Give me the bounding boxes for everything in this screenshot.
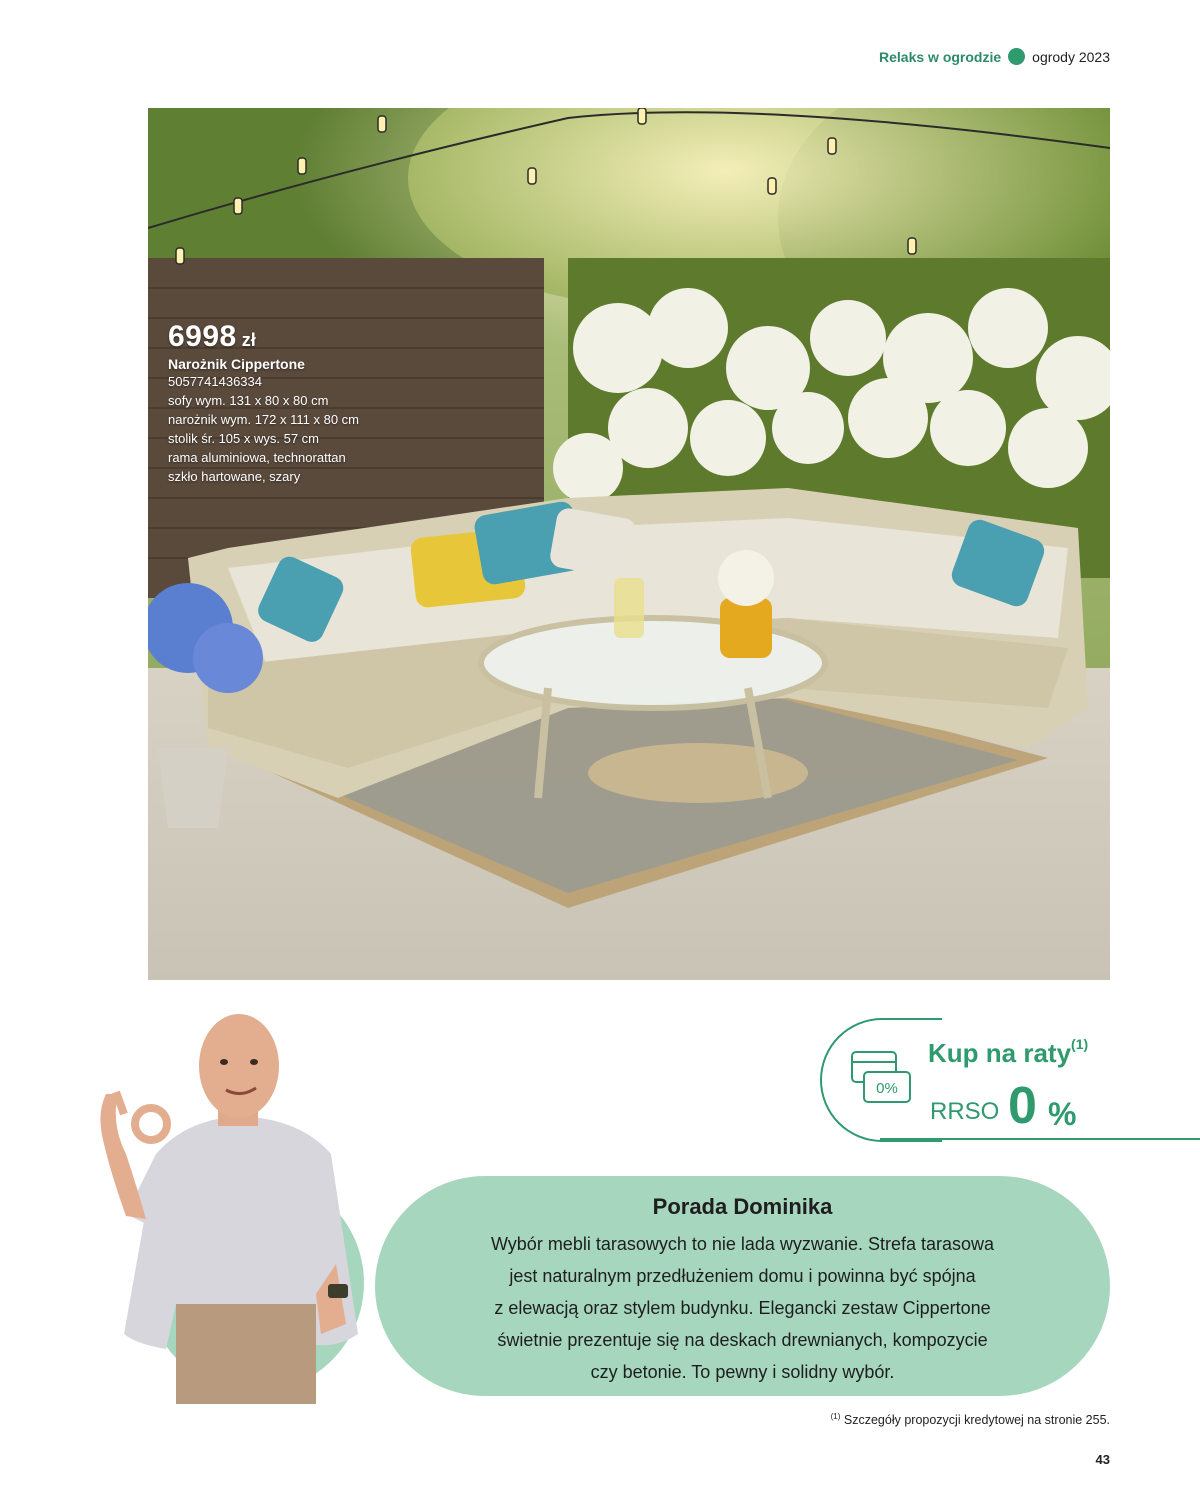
- card-icon-label: 0%: [876, 1080, 898, 1097]
- advisor-photo: [96, 1004, 386, 1404]
- advice-text: [423, 1228, 1063, 1388]
- advice-line: Wybór mebli tarasowych to nie lada wyzwanie. Strefa tarasowa: [490, 1234, 995, 1254]
- footnote-text: Szczegóły propozycji kredytowej na stronie 255.: [843, 1413, 1110, 1428]
- product-code: 5057741436334: [168, 374, 262, 389]
- credit-footnote-mark: (1): [1071, 1036, 1089, 1052]
- credit-badge[interactable]: [820, 1018, 1200, 1142]
- advice-line: świetnie prezentuje się na deskach drewnianych, kompozycie: [497, 1330, 988, 1350]
- rrso-label: RRSO: [930, 1098, 1000, 1125]
- rrso-unit: %: [1048, 1096, 1077, 1132]
- product-spec: narożnik wym. 172 x 111 x 80 cm: [168, 412, 359, 427]
- product-spec: rama aluminiowa, technorattan: [168, 450, 346, 465]
- footnote-mark: (1): [830, 1412, 841, 1421]
- product-photo: [148, 108, 1110, 980]
- section-title: Relaks w ogrodzie: [879, 48, 1002, 65]
- green-dot-icon: [1008, 48, 1025, 65]
- badge-line: [880, 1138, 1200, 1140]
- credit-title-text: Kup na raty: [928, 1038, 1072, 1068]
- advice-line: jest naturalnym przedłużeniem domu i powinna być spójna: [509, 1266, 976, 1286]
- price-currency: zł: [241, 330, 256, 350]
- price-block: [168, 320, 359, 486]
- product-spec: sofy wym. 131 x 80 x 80 cm: [168, 393, 329, 408]
- catalog-title: ogrody 2023: [1032, 48, 1110, 65]
- product-name: Narożnik Cippertone: [168, 356, 305, 372]
- product-spec: stolik śr. 105 x wys. 57 cm: [168, 431, 319, 446]
- price-value: 6998: [168, 320, 237, 353]
- product-spec: szkło hartowane, szary: [168, 469, 301, 484]
- advice-line: czy betonie. To pewny i solidny wybór.: [590, 1362, 895, 1382]
- price-row: [168, 320, 359, 354]
- page-number: 43: [1095, 1452, 1110, 1467]
- advice-title: Porada Dominika: [652, 1194, 833, 1219]
- page-header: [879, 48, 1110, 65]
- advice-line: z elewacją oraz stylem budynku. Elegancki zestaw Cippertone: [494, 1298, 991, 1318]
- credit-title: [928, 1038, 1088, 1069]
- footnote: [831, 1412, 1110, 1427]
- credit-card-icon: [850, 1050, 914, 1106]
- advice-box: [375, 1176, 1110, 1396]
- rrso-value: 0: [1008, 1077, 1037, 1135]
